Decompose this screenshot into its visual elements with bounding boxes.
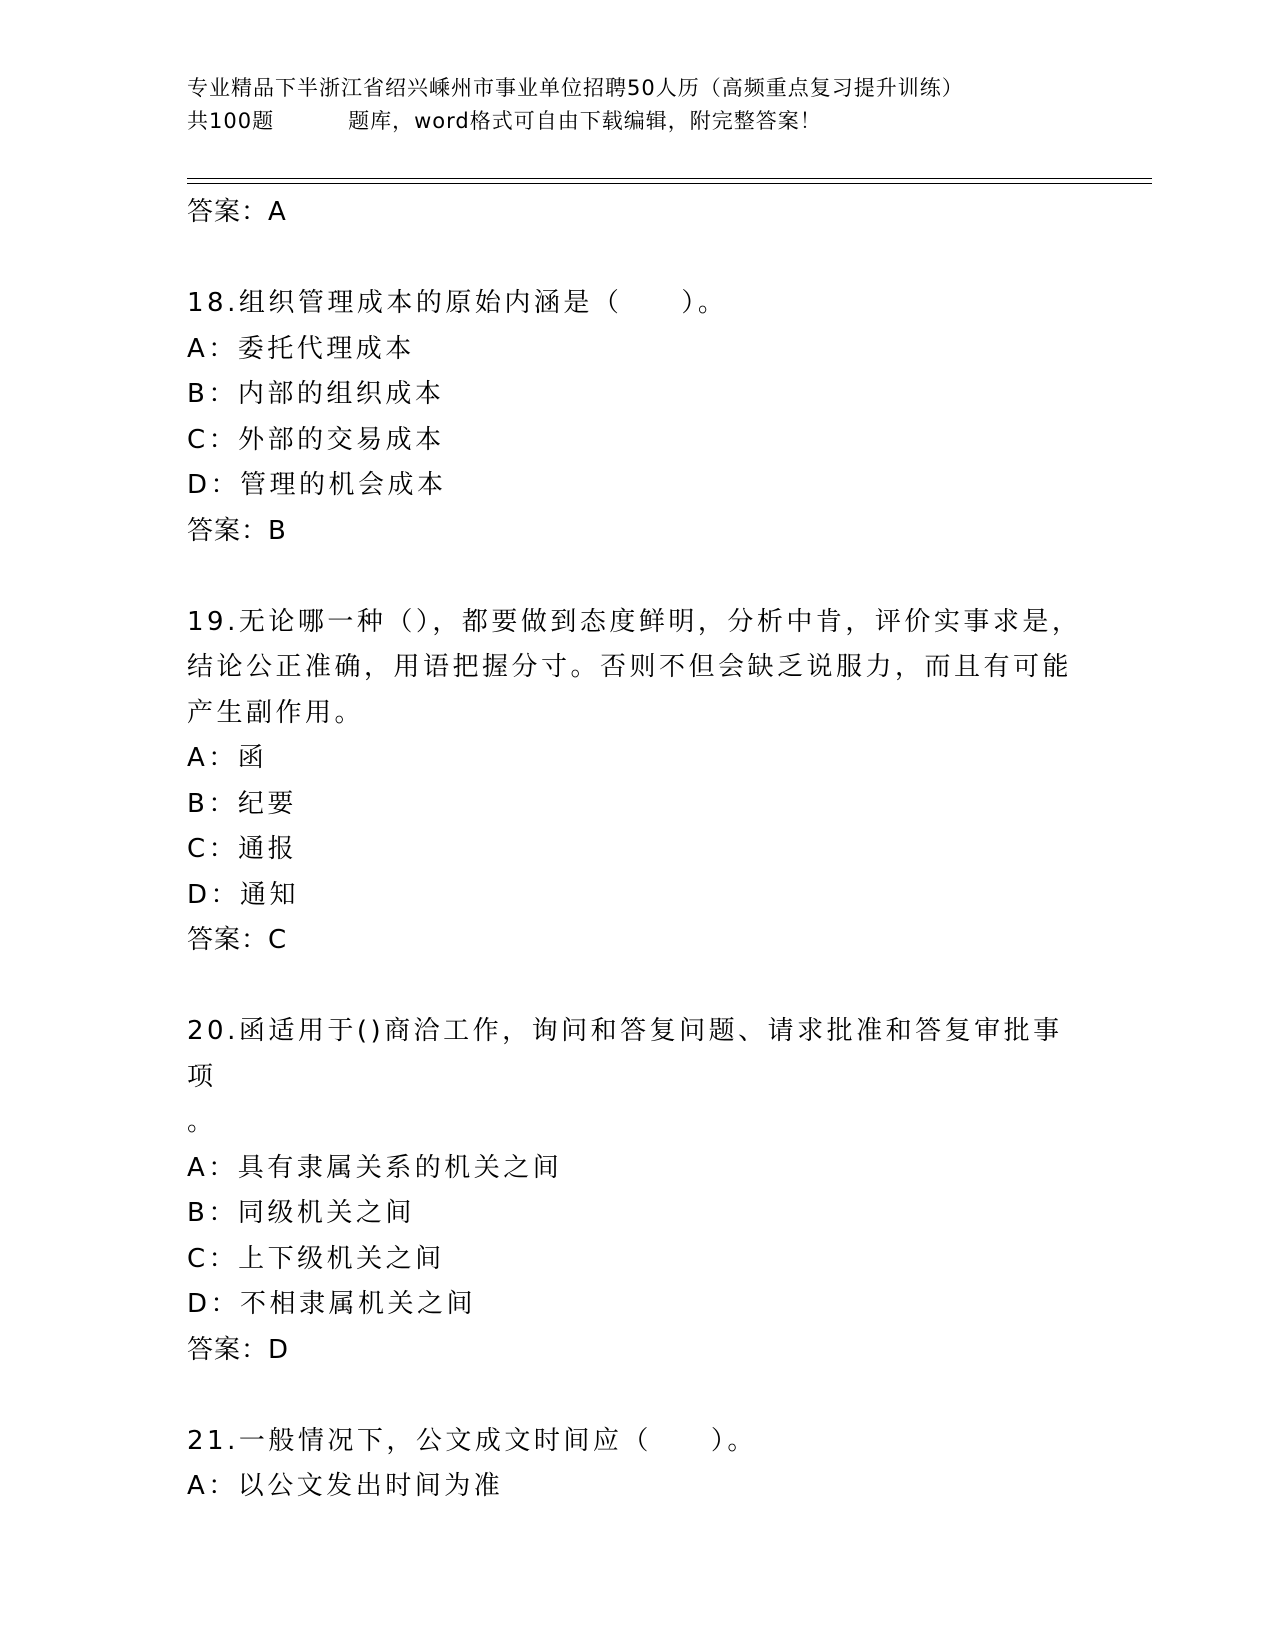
answer-line: 答案：D (187, 1334, 290, 1365)
option-a: A：以公文发出时间为准 (187, 1471, 504, 1501)
answer-line: 答案：A (187, 197, 287, 227)
option-d: D：通知 (187, 879, 300, 910)
option-d: D：管理的机会成本 (187, 470, 447, 500)
question-text-line-2: 结论公正准确，用语把握分寸。否则不但会缺乏说服力，而且有可能 (187, 652, 1073, 682)
question-text-line-3: 产生副作用。 (187, 697, 365, 728)
option-c: C：通报 (187, 834, 298, 864)
option-c: C：外部的交易成本 (187, 424, 445, 455)
answer-line: 答案：C (187, 925, 288, 955)
header-description: 题库，word格式可自由下载编辑，附完整答案！ (348, 109, 822, 133)
header-line-2 (187, 105, 1117, 138)
option-b: B：纪要 (187, 788, 297, 819)
page-header (187, 72, 1117, 138)
header-rule-top (187, 178, 1152, 179)
option-a: A：函 (187, 743, 268, 773)
question-block (187, 281, 1087, 553)
option-b: B：同级机关之间 (187, 1198, 415, 1228)
spacer (187, 1372, 1087, 1419)
question-text: 21.一般情况下，公文成文时间应（ ）。 (187, 1425, 757, 1456)
answer-line: 答案：B (187, 515, 287, 546)
option-a: A：委托代理成本 (187, 333, 415, 364)
question-block (187, 1419, 1087, 1510)
option-b: B：内部的组织成本 (187, 379, 445, 409)
option-a: A：具有隶属关系的机关之间 (187, 1152, 563, 1183)
spacer (187, 234, 1087, 281)
question-text-line-1: 19.无论哪一种（），都要做到态度鲜明，分析中肯，评价实事求是， (187, 606, 1082, 637)
question-text: 18.组织管理成本的原始内涵是（ ）。 (187, 288, 728, 318)
question-block (187, 1009, 1087, 1372)
question-text-line-2: 。 (187, 1107, 217, 1137)
question-text-line-1: 20.函适用于()商洽工作，询问和答复问题、请求批准和答复审批事项 (187, 1016, 1063, 1092)
question-block (187, 600, 1087, 963)
option-d: D：不相隶属机关之间 (187, 1289, 477, 1319)
spacer (187, 553, 1087, 600)
option-c: C：上下级机关之间 (187, 1243, 445, 1274)
question-list (187, 190, 1087, 1510)
header-rule-bottom (187, 183, 1152, 184)
spacer (187, 962, 1087, 1009)
header-line-1: 专业精品下半浙江省绍兴嵊州市事业单位招聘50人历（高频重点复习提升训练） (187, 76, 964, 100)
header-question-count: 共100题 (187, 109, 275, 133)
